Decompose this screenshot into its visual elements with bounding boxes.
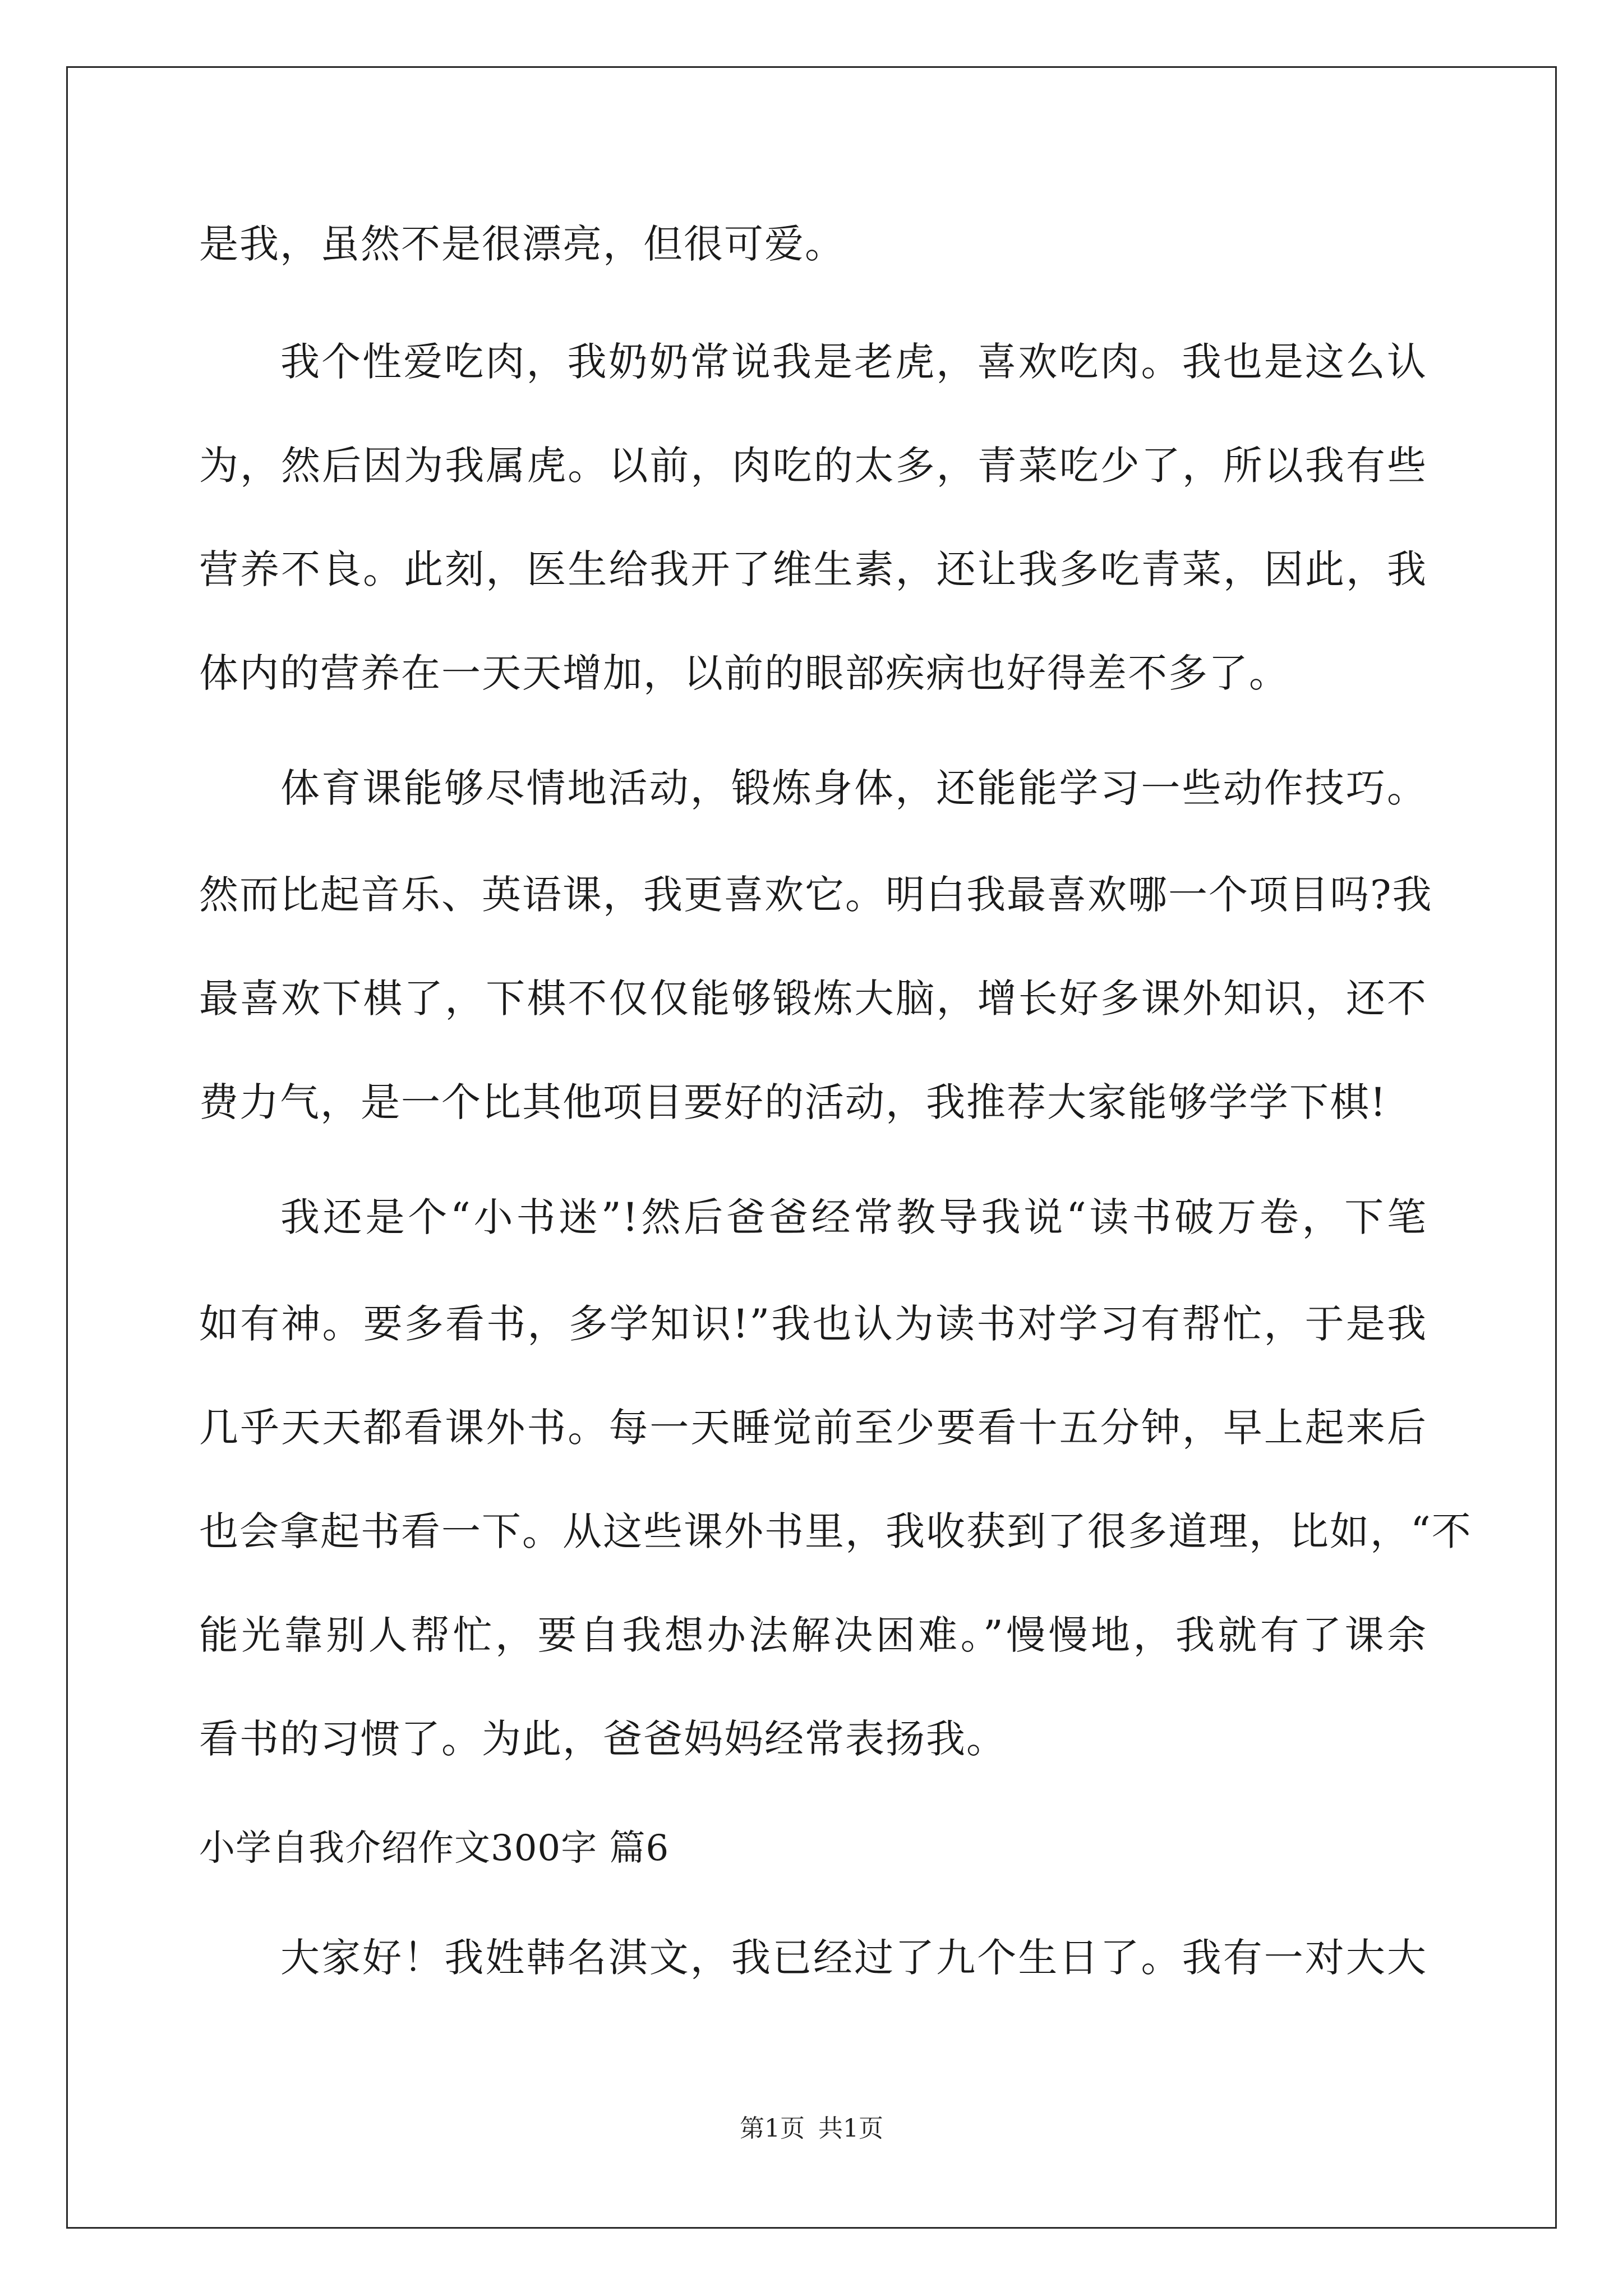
page-footer [0, 2108, 1623, 2144]
section-heading: 小学自我介绍作文300字 篇6 [199, 1828, 670, 1869]
page-total: 共1页 [818, 2114, 883, 2143]
text-line: 为，然后因为我属虎。以前，肉吃的太多，青菜吃少了，所以我有些 [199, 443, 1427, 489]
text-line: 几乎天天都看课外书。每一天睡觉前至少要看十五分钟，早上起来后 [199, 1405, 1427, 1451]
text-line: 大家好！我姓韩名淇文，我已经过了九个生日了。我有一对大大 [280, 1935, 1427, 1981]
text-line: 如有神。要多看书，多学知识!”我也认为读书对学习有帮忙，于是我 [199, 1301, 1427, 1347]
text-line: 也会拿起书看一下。从这些课外书里，我收获到了很多道理，比如，“不 [199, 1508, 1472, 1554]
text-line: 我个性爱吃肉，我奶奶常说我是老虎，喜欢吃肉。我也是这么认 [280, 339, 1427, 385]
text-line: 最喜欢下棋了，下棋不仅仅能够锻炼大脑，增长好多课外知识，还不 [199, 976, 1427, 1022]
text-line: 能光靠别人帮忙，要自我想办法解决困难。”慢慢地，我就有了课余 [199, 1612, 1427, 1658]
text-line: 是我，虽然不是很漂亮，但很可爱。 [199, 221, 845, 267]
text-line: 体内的营养在一天天增加，以前的眼部疾病也好得差不多了。 [199, 650, 1289, 696]
text-line: 看书的习惯了。为此，爸爸妈妈经常表扬我。 [199, 1716, 1007, 1762]
text-line: 费力气，是一个比其他项目要好的活动，我推荐大家能够学学下棋! [199, 1079, 1387, 1125]
page-number: 第1页 [740, 2114, 805, 2143]
text-line: 营养不良。此刻，医生给我开了维生素，还让我多吃青菜，因此，我 [199, 546, 1427, 592]
text-line: 体育课能够尽情地活动，锻炼身体，还能能学习一些动作技巧。 [280, 765, 1427, 811]
text-line: 我还是个“小书迷”!然后爸爸经常教导我说“读书破万卷，下笔 [280, 1194, 1427, 1240]
text-line: 然而比起音乐、英语课，我更喜欢它。明白我最喜欢哪一个项目吗?我 [199, 872, 1433, 918]
